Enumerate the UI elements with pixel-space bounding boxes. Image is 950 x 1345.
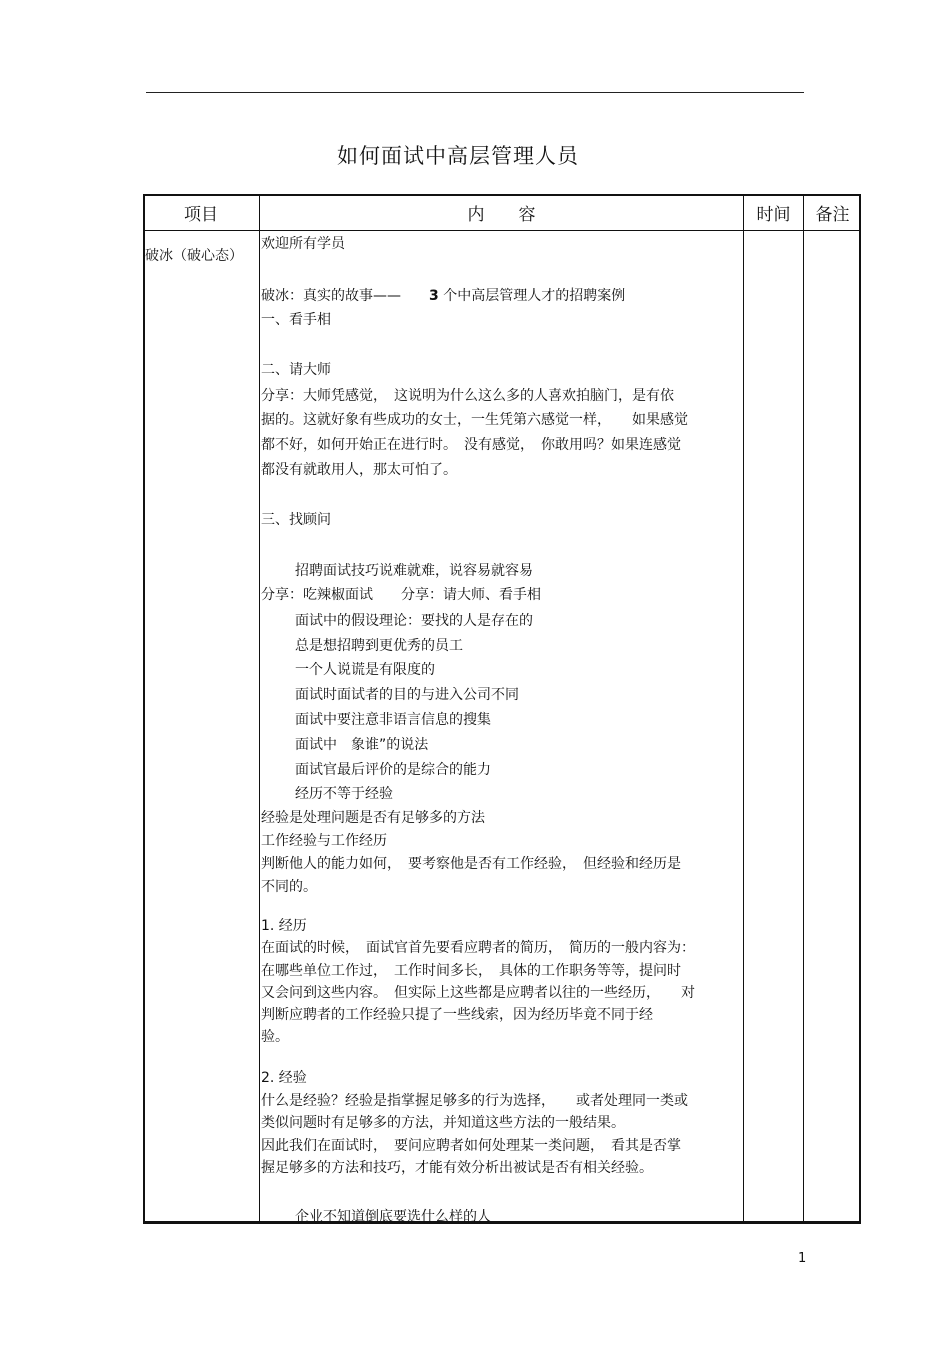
header-remark: 备注 [815, 205, 850, 225]
content-line-part: 个中高层管理人才的招聘案例 [438, 288, 626, 304]
content-line: 又会问到这些内容。 但实际上这些都是应聘者以往的一些经历， 对 [261, 985, 695, 1001]
content-line: 经历不等于经验 [295, 786, 393, 802]
content-line: 面试官最后评价的是综合的能力 [295, 762, 491, 778]
page-number: 1 [798, 1251, 807, 1266]
content-line: 分享：大师凭感觉， 这说明为什么这么多的人喜欢拍脑门，是有依 [261, 388, 674, 404]
column-divider [259, 194, 260, 1223]
content-line: 招聘面试技巧说难就难，说容易就容易 [295, 563, 533, 579]
content-line: 握足够多的方法和技巧，才能有效分析出被试是否有相关经验。 [261, 1160, 653, 1176]
content-line: 经验是处理问题是否有足够多的方法 [261, 810, 485, 826]
content-line: 一、看手相 [261, 312, 331, 328]
header-time: 时间 [756, 205, 791, 225]
content-line: 什么是经验？经验是指掌握足够多的行为选择， 或者处理同一类或 [261, 1093, 688, 1109]
content-line: 据的。这就好象有些成功的女士，一生凭第六感觉一样， 如果感觉 [261, 412, 688, 428]
content-line: 三、找顾问 [261, 512, 331, 528]
content-line: 欢迎所有学员 [261, 236, 345, 252]
content-line: 判断他人的能力如何， 要考察他是否有工作经验， 但经验和经历是 [261, 856, 681, 872]
content-line: 都不好，如何开始正在进行时。 没有感觉， 你敢用吗？如果连感觉 [261, 437, 681, 453]
content-line: 判断应聘者的工作经验只提了一些线索，因为经历毕竟不同于经 [261, 1007, 653, 1023]
content-line: 类似问题时有足够多的方法，并知道这些方法的一般结果。 [261, 1115, 625, 1131]
header-item: 项目 [184, 205, 218, 225]
content-line: 都没有就敢用人，那太可怕了。 [261, 462, 457, 478]
content-line: 不同的。 [261, 879, 317, 895]
content-line: 面试中要注意非语言信息的搜集 [295, 712, 491, 728]
content-line: 验。 [261, 1029, 289, 1045]
content-line: 二、请大师 [261, 362, 331, 378]
column-divider [743, 194, 744, 1223]
content-line: 面试时面试者的目的与进入公司不同 [295, 687, 519, 703]
header-content: 内 容 [467, 205, 536, 225]
content-line: 面试中的假设理论：要找的人是存在的 [295, 613, 533, 629]
content-line: 分享：吃辣椒面试 分享：请大师、看手相 [261, 587, 541, 603]
content-line: 总是想招聘到更优秀的员工 [295, 638, 463, 654]
content-line: 工作经验与工作经历 [261, 833, 387, 849]
column-divider [803, 194, 804, 1223]
content-line [261, 285, 625, 305]
content-line-part: 破冰：真实的故事—— [261, 288, 429, 304]
content-table [143, 194, 861, 1223]
content-line: 在面试的时候， 面试官首先要看应聘者的简历， 简历的一般内容为： [261, 940, 695, 956]
header-row-divider [143, 230, 861, 231]
row-item-label: 破冰（破心态） [145, 248, 243, 264]
content-line: 面试中 象谁”的说法 [295, 737, 429, 753]
content-line: 因此我们在面试时， 要问应聘者如何处理某一类问题， 看其是否掌 [261, 1138, 681, 1154]
content-line-number: 3 [429, 288, 439, 304]
content-line: 在哪些单位工作过， 工作时间多长， 具体的工作职务等等，提问时 [261, 963, 681, 979]
content-line: 一个人说谎是有限度的 [295, 662, 435, 678]
document-title: 如何面试中高层管理人员 [337, 144, 579, 168]
header-rule [146, 92, 804, 93]
content-line: 2. 经验 [261, 1070, 307, 1086]
table-bottom-border [143, 1221, 861, 1224]
content-line: 1. 经历 [261, 918, 307, 934]
content-line: 企业不知道倒底要选什么样的人 [295, 1209, 491, 1225]
